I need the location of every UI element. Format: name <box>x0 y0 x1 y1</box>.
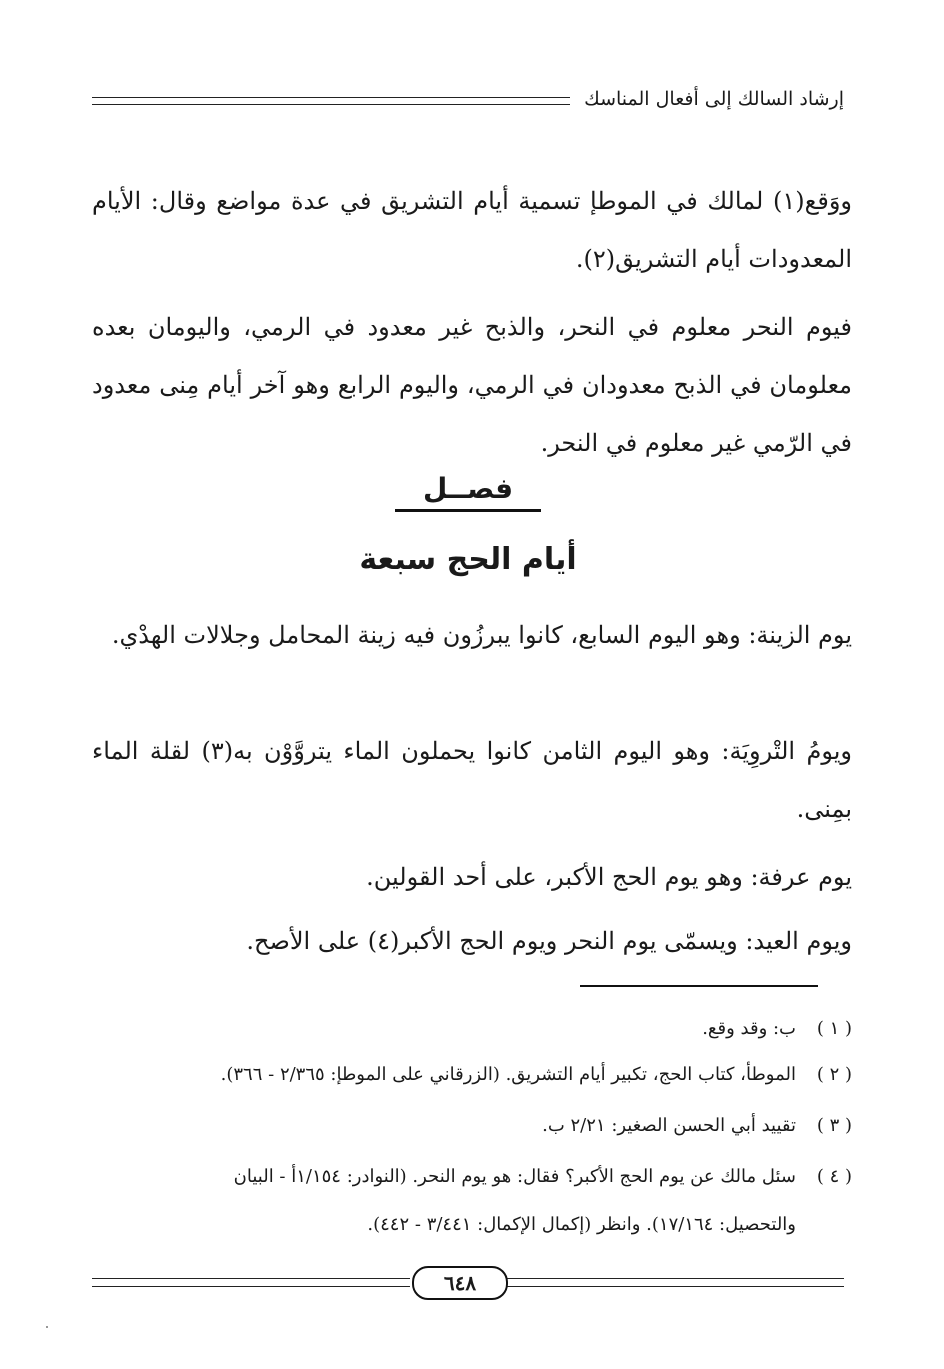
footnote-text: سئل مالك عن يوم الحج الأكبر؟ فقال: هو يوم النحر. (النوادر: ١/١٥٤أ - البيان <box>233 1166 796 1187</box>
paragraph-nahr: فيوم النحر معلوم في النحر، والذبح غير معدود في الرمي، واليومان بعده معلومان في الذبح معدودان في الرمي، واليوم الرابع وهو آخر أيام مِنى معدود في الرّمي غير معلوم في النحر. <box>92 313 852 457</box>
running-header <box>92 82 844 116</box>
footnote-number: ( ٢ ) <box>816 1064 852 1085</box>
footer-rule-left <box>92 1278 410 1287</box>
footnote-text: الموطأ، كتاب الحج، تكبير أيام التشريق. (الزرقاني على الموطإ: ٢/٣٦٥ - ٣٦٦). <box>220 1064 796 1085</box>
page-footer <box>92 1266 844 1306</box>
footnote-number: ( ١ ) <box>816 1018 852 1039</box>
footnote-3 <box>100 1103 852 1149</box>
footnote-1 <box>100 1006 852 1052</box>
page-number: ٦٤٨ <box>412 1266 508 1300</box>
running-title: إرشاد السالك إلى أفعال المناسك <box>584 88 844 110</box>
footer-rule-right <box>506 1278 844 1287</box>
footnote-number: ( ٣ ) <box>816 1115 852 1136</box>
footnote-text: ب: وقد وقع. <box>702 1018 796 1039</box>
paragraph-zina: يوم الزينة: وهو اليوم السابع، كانوا يبرزُون فيه زينة المحامل وجلالات الهدْي. <box>111 621 852 649</box>
footnote-number: ( ٤ ) <box>816 1166 852 1187</box>
scan-speck <box>46 1326 48 1328</box>
footnote-4 <box>100 1154 852 1200</box>
paragraph-tarwiya: ويومُ التْروِيَة: وهو اليوم الثامن كانوا يحملون الماء يتروَّوْن به(٣) لقلة الماء بمِنى. <box>92 737 852 823</box>
paragraph-arafa: يوم عرفة: وهو يوم الحج الأكبر، على أحد القولين. <box>366 863 852 891</box>
section-heading-fasl <box>92 472 844 505</box>
paragraph-muwatta: ووَقع(١) لمالك في الموطإ تسمية أيام التشريق في عدة مواضع وقال: الأيام المعدودات أيام التشريق(٢). <box>92 187 852 273</box>
paragraph-eid: ويوم العيد: ويسمّى يوم النحر ويوم الحج الأكبر(٤) على الأصح. <box>246 927 852 955</box>
footnote-separator <box>580 985 818 987</box>
section-heading-hajj-days: أيام الحج سبعة <box>359 542 577 577</box>
footnote-4-continuation: والتحصيل: ١٧/١٦٤). وانظر (إكمال الإكمال: ٣/٤٤١ - ٤٤٢). <box>367 1214 796 1235</box>
header-rule <box>92 97 570 105</box>
section-heading-fasl-text: فصــل <box>395 472 541 512</box>
footnote-text: تقييد أبي الحسن الصغير: ٢/٢١ ب. <box>542 1115 796 1136</box>
footnote-2 <box>100 1052 852 1098</box>
